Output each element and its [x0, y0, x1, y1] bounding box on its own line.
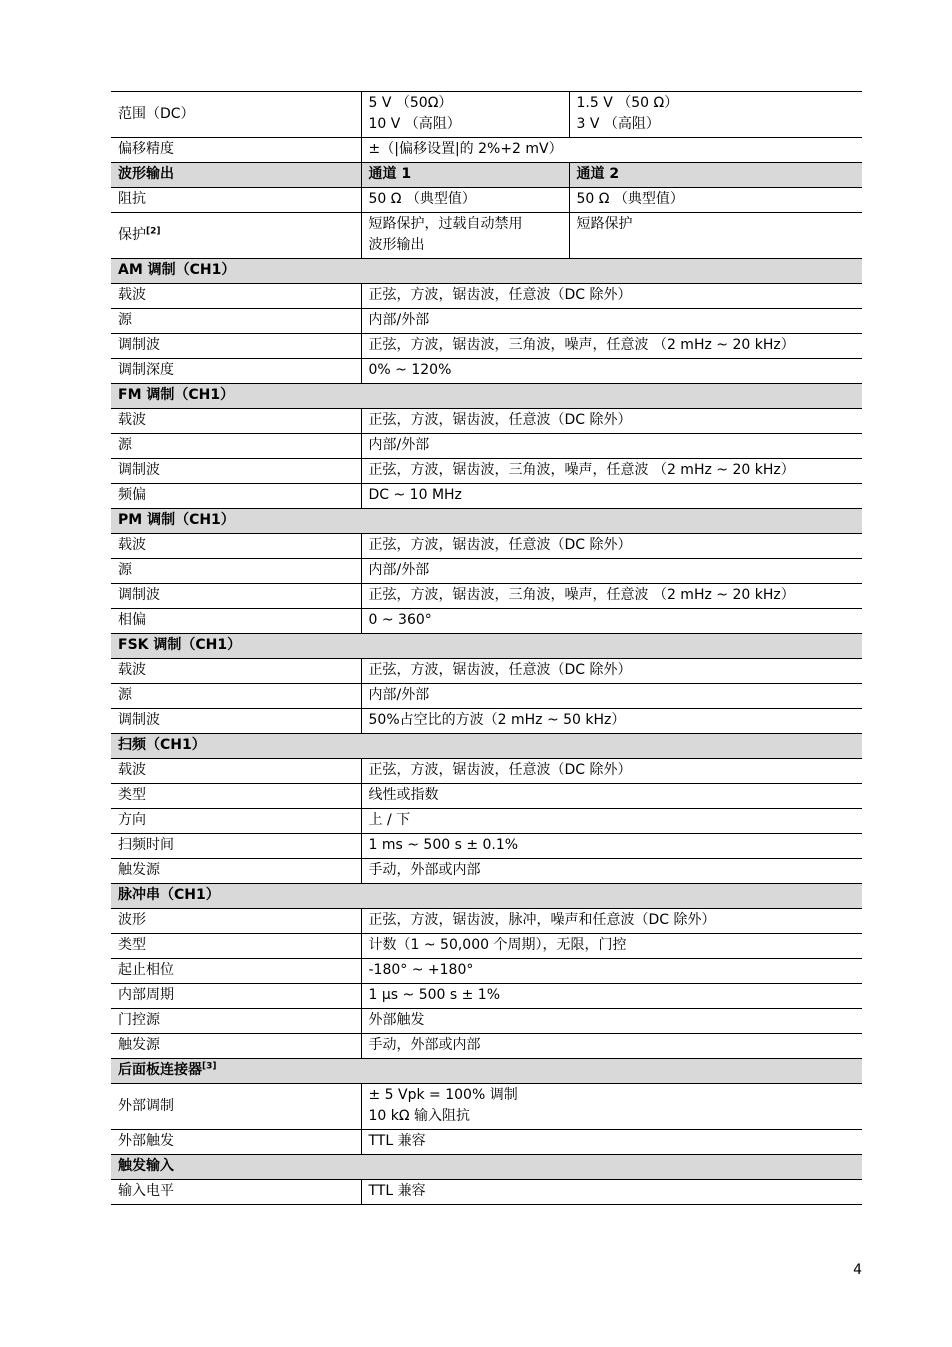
label-text: 扫频时间	[118, 837, 174, 853]
label-text: 调制波	[118, 712, 160, 728]
table-row	[111, 284, 862, 309]
table-row	[111, 359, 862, 384]
label-text: 保护	[118, 226, 146, 243]
row-label	[111, 359, 361, 384]
row-value: 手动，外部或内部	[361, 859, 862, 884]
row-value: 50%占空比的方波（2 mHz ~ 50 kHz）	[361, 709, 862, 734]
row-value: 0% ~ 120%	[361, 359, 862, 384]
table-row	[111, 659, 862, 684]
row-label	[111, 284, 361, 309]
table-row	[111, 484, 862, 509]
row-label	[111, 138, 361, 163]
label-text: 载波	[118, 537, 146, 553]
cell-line: 10 kΩ 输入阻抗	[368, 1108, 471, 1124]
row-value: ±（|偏移设置|的 2%+2 mV）	[361, 138, 862, 163]
row-value	[361, 1084, 862, 1130]
label-text: 类型	[118, 787, 146, 803]
row-label	[111, 409, 361, 434]
label-text: 触发源	[118, 862, 160, 878]
cell-line: 短路保护	[576, 216, 633, 232]
label-text: 载波	[118, 662, 146, 678]
label-text: 调制波	[118, 462, 160, 478]
section-header-row	[111, 259, 862, 284]
channel-1-value	[361, 92, 569, 138]
row-value: 正弦，方波，锯齿波，任意波（DC 除外）	[361, 659, 862, 684]
table-row	[111, 213, 862, 259]
cell-line: ± 5 Vpk = 100% 调制	[368, 1087, 518, 1103]
row-label	[111, 1180, 361, 1205]
section-header-row	[111, 734, 862, 759]
row-value: 正弦，方波，锯齿波，任意波（DC 除外）	[361, 284, 862, 309]
row-label	[111, 959, 361, 984]
row-label	[111, 859, 361, 884]
row-label	[111, 909, 361, 934]
channel-2-value	[569, 92, 862, 138]
row-label	[111, 834, 361, 859]
table-row	[111, 759, 862, 784]
label-text: 方向	[118, 812, 146, 828]
row-label	[111, 684, 361, 709]
label-text: 调制深度	[118, 362, 174, 378]
row-value: 正弦，方波，锯齿波，任意波（DC 除外）	[361, 759, 862, 784]
row-label	[111, 188, 361, 213]
section-title	[111, 384, 862, 409]
row-label	[111, 434, 361, 459]
section-label: PM 调制（CH1）	[118, 512, 235, 528]
section-label: FSK 调制（CH1）	[118, 637, 242, 653]
section-label: 扫频（CH1）	[118, 737, 206, 753]
row-label	[111, 609, 361, 634]
row-label	[111, 784, 361, 809]
table-row	[111, 609, 862, 634]
table-row	[111, 1034, 862, 1059]
row-value: 正弦，方波，锯齿波，任意波（DC 除外）	[361, 534, 862, 559]
row-label	[111, 163, 361, 188]
label-text: 波形	[118, 912, 146, 928]
section-header-row	[111, 1059, 862, 1084]
table-row	[111, 834, 862, 859]
spec-table	[111, 91, 862, 1205]
row-value: TTL 兼容	[361, 1130, 862, 1155]
label-text: 调制波	[118, 587, 160, 603]
cell-line: 波形输出	[368, 237, 425, 253]
footnote-ref: [2]	[146, 225, 161, 236]
row-value: DC ~ 10 MHz	[361, 484, 862, 509]
table-row	[111, 1180, 862, 1205]
label-text: 类型	[118, 937, 146, 953]
section-header-row	[111, 1155, 862, 1180]
cell-line: 3 V （高阻）	[576, 116, 660, 132]
channel-2-value	[569, 213, 862, 259]
section-label: 脉冲串（CH1）	[118, 887, 220, 903]
section-title	[111, 634, 862, 659]
row-label	[111, 459, 361, 484]
table-row	[111, 1084, 862, 1130]
label-text: 内部周期	[118, 987, 174, 1003]
row-label	[111, 659, 361, 684]
cell-line: 5 V （50Ω）	[368, 95, 453, 111]
label-text: 源	[118, 687, 132, 703]
table-row	[111, 934, 862, 959]
channel-2-header: 通道 2	[569, 163, 862, 188]
section-label: 后面板连接器	[118, 1062, 202, 1078]
footnote-ref: [3]	[202, 1061, 217, 1072]
row-label	[111, 1084, 361, 1130]
row-value: TTL 兼容	[361, 1180, 862, 1205]
label-text: 源	[118, 562, 132, 578]
section-header-row	[111, 384, 862, 409]
row-value: 1 ms ~ 500 s ± 0.1%	[361, 834, 862, 859]
row-label	[111, 1034, 361, 1059]
section-label: 触发输入	[118, 1158, 174, 1174]
table-row	[111, 859, 862, 884]
table-row	[111, 409, 862, 434]
label-text: 波形输出	[118, 166, 174, 182]
table-row	[111, 809, 862, 834]
section-header-row	[111, 634, 862, 659]
row-value: 手动，外部或内部	[361, 1034, 862, 1059]
table-row	[111, 784, 862, 809]
label-text: 外部调制	[118, 1097, 174, 1114]
row-value: 上 / 下	[361, 809, 862, 834]
row-value: 1 μs ~ 500 s ± 1%	[361, 984, 862, 1009]
row-label	[111, 213, 361, 259]
table-row	[111, 959, 862, 984]
row-label	[111, 984, 361, 1009]
label-text: 载波	[118, 287, 146, 303]
table-row	[111, 534, 862, 559]
table-row	[111, 909, 862, 934]
label-text: 输入电平	[118, 1183, 174, 1199]
row-value: 内部/外部	[361, 434, 862, 459]
section-header-row	[111, 884, 862, 909]
row-label	[111, 334, 361, 359]
row-label	[111, 534, 361, 559]
row-label	[111, 559, 361, 584]
cell-line: 1.5 V （50 Ω）	[576, 95, 679, 111]
section-title	[111, 884, 862, 909]
table-row	[111, 709, 862, 734]
section-title	[111, 1155, 862, 1180]
row-value: 内部/外部	[361, 559, 862, 584]
label-text: 源	[118, 437, 132, 453]
section-title	[111, 734, 862, 759]
label-text: 门控源	[118, 1012, 160, 1028]
row-value: 线性或指数	[361, 784, 862, 809]
row-value: 正弦，方波，锯齿波，三角波，噪声，任意波 （2 mHz ~ 20 kHz）	[361, 334, 862, 359]
cell-line: 10 V （高阻）	[368, 116, 461, 132]
row-value: 外部触发	[361, 1009, 862, 1034]
cell-line: 短路保护，过载自动禁用	[368, 216, 523, 232]
table-row	[111, 188, 862, 213]
row-label	[111, 584, 361, 609]
row-label	[111, 709, 361, 734]
table-row	[111, 334, 862, 359]
row-label	[111, 759, 361, 784]
row-label	[111, 934, 361, 959]
table-row	[111, 984, 862, 1009]
cell-line: 50 Ω （典型值）	[576, 191, 684, 207]
label-text: 阻抗	[118, 191, 146, 207]
table-row	[111, 434, 862, 459]
label-text: 范围（DC）	[118, 105, 195, 122]
label-text: 源	[118, 312, 132, 328]
row-value: 正弦，方波，锯齿波，脉冲，噪声和任意波（DC 除外）	[361, 909, 862, 934]
row-value: 正弦，方波，锯齿波，任意波（DC 除外）	[361, 409, 862, 434]
table-row	[111, 1009, 862, 1034]
row-label	[111, 1009, 361, 1034]
row-value: 内部/外部	[361, 684, 862, 709]
label-text: 外部触发	[118, 1133, 174, 1149]
channel-2-value	[569, 188, 862, 213]
label-text: 偏移精度	[118, 141, 174, 157]
row-value: 计数（1 ~ 50,000 个周期），无限，门控	[361, 934, 862, 959]
label-text: 频偏	[118, 487, 146, 503]
table-row	[111, 138, 862, 163]
section-title	[111, 1059, 862, 1084]
channel-1-header: 通道 1	[361, 163, 569, 188]
table-row	[111, 584, 862, 609]
section-title	[111, 509, 862, 534]
row-value: 正弦，方波，锯齿波，三角波，噪声，任意波 （2 mHz ~ 20 kHz）	[361, 459, 862, 484]
cell-line: 50 Ω （典型值）	[368, 191, 476, 207]
table-row	[111, 309, 862, 334]
channel-1-value	[361, 188, 569, 213]
label-text: 载波	[118, 412, 146, 428]
channel-1-value	[361, 213, 569, 259]
row-value: 内部/外部	[361, 309, 862, 334]
section-label: FM 调制（CH1）	[118, 387, 235, 403]
row-value: 0 ~ 360°	[361, 609, 862, 634]
row-label	[111, 809, 361, 834]
table-row	[111, 684, 862, 709]
table-row	[111, 163, 862, 188]
row-value: 正弦，方波，锯齿波，三角波，噪声，任意波 （2 mHz ~ 20 kHz）	[361, 584, 862, 609]
label-text: 调制波	[118, 337, 160, 353]
section-header-row	[111, 509, 862, 534]
row-label	[111, 484, 361, 509]
page-number: 4	[853, 1262, 862, 1278]
row-label	[111, 92, 361, 138]
label-text: 触发源	[118, 1037, 160, 1053]
label-text: 起止相位	[118, 962, 174, 978]
label-text: 载波	[118, 762, 146, 778]
section-label: AM 调制（CH1）	[118, 262, 236, 278]
section-title	[111, 259, 862, 284]
table-row	[111, 1130, 862, 1155]
label-text: 相偏	[118, 612, 146, 628]
row-value: -180° ~ +180°	[361, 959, 862, 984]
table-row	[111, 559, 862, 584]
table-row	[111, 459, 862, 484]
row-label	[111, 309, 361, 334]
table-row	[111, 92, 862, 138]
row-label	[111, 1130, 361, 1155]
